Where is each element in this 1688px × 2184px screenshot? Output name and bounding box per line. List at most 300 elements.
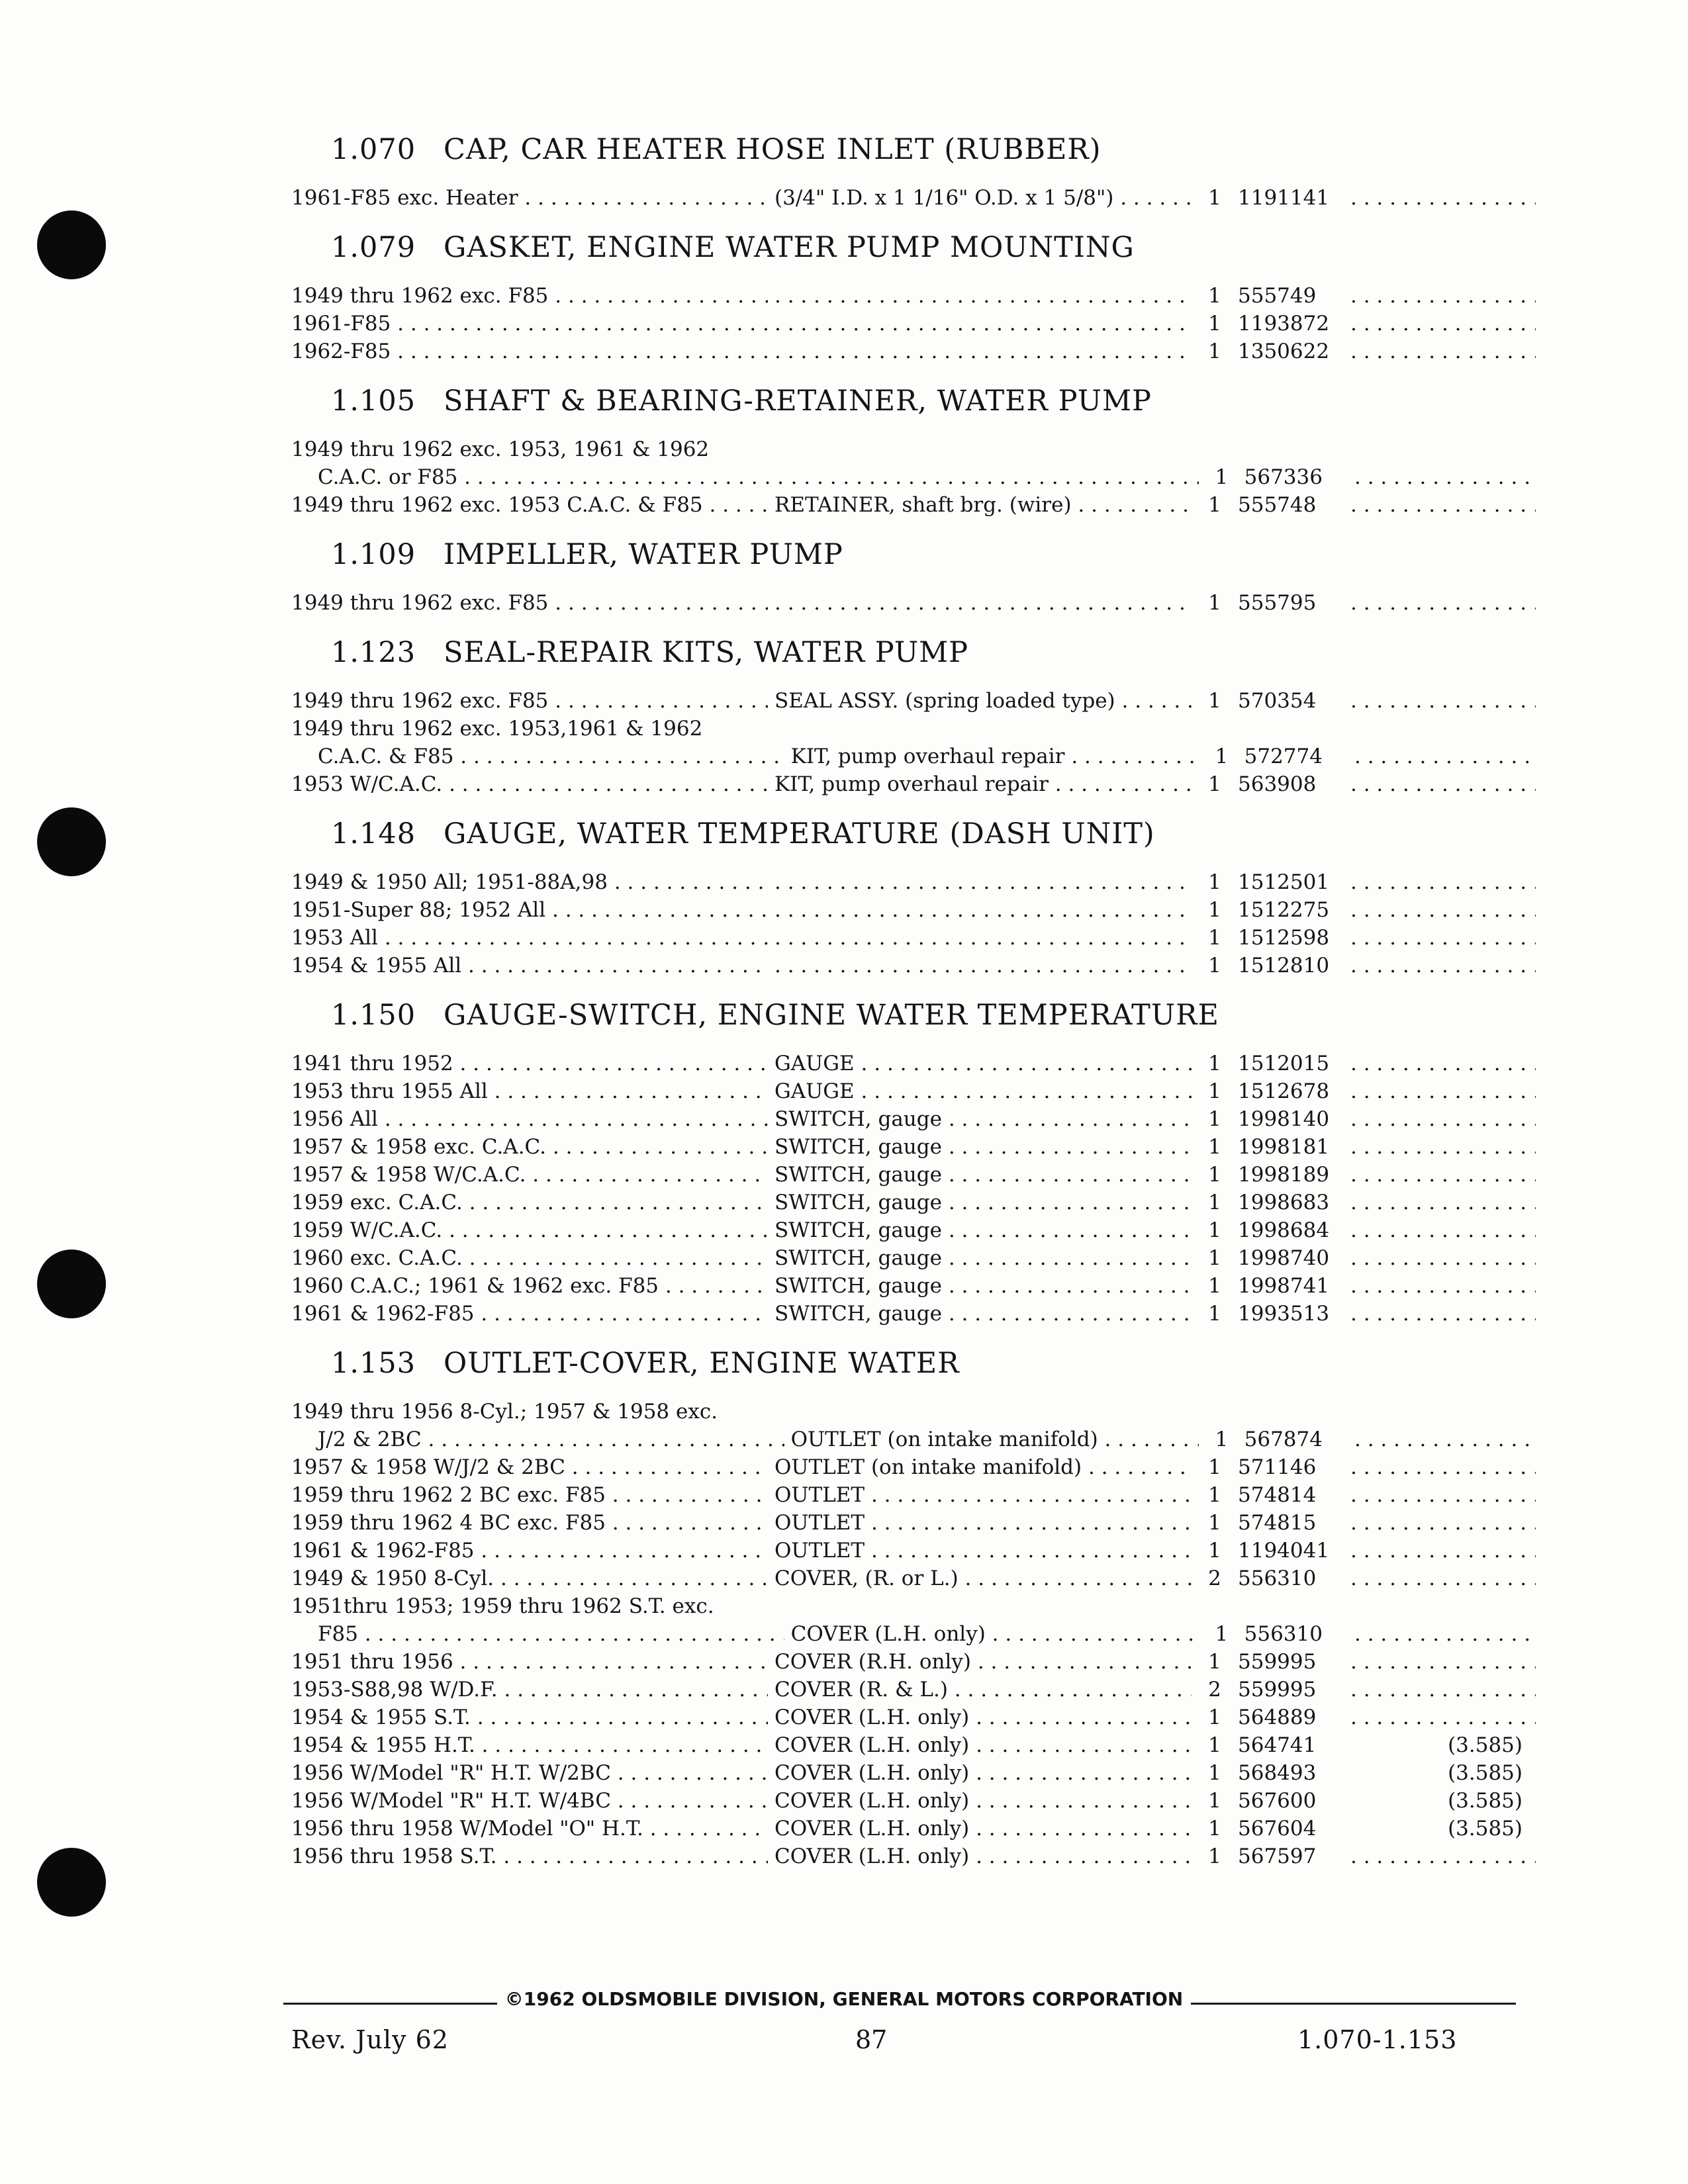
part-description xyxy=(768,435,1192,463)
part-text: SWITCH, gauge xyxy=(774,1246,942,1270)
cross-reference xyxy=(1350,1731,1536,1759)
cross-reference xyxy=(1350,1453,1536,1481)
quantity: 1 xyxy=(1215,745,1229,768)
part-text: COVER (L.H. only) xyxy=(774,1817,970,1841)
cross-reference xyxy=(1350,1161,1536,1189)
cross-reference xyxy=(1354,463,1536,491)
part-number: 559995 xyxy=(1238,1678,1317,1702)
quantity: 1 xyxy=(1208,340,1221,363)
model-application xyxy=(291,1759,768,1787)
cross-reference xyxy=(1350,1050,1536,1077)
cross-reference xyxy=(1350,1843,1536,1870)
parts-row xyxy=(291,589,1536,617)
section-number: 1.123 xyxy=(331,636,416,669)
part-description xyxy=(768,1453,1192,1481)
part-number: 1193872 xyxy=(1238,312,1330,336)
quantity: 1 xyxy=(1215,1428,1229,1451)
cross-reference xyxy=(1350,952,1536,979)
part-number: 567604 xyxy=(1238,1817,1317,1841)
model-application xyxy=(291,1426,784,1453)
model-application xyxy=(291,1189,768,1216)
model-application xyxy=(291,1453,768,1481)
cross-reference xyxy=(1350,1216,1536,1244)
section-heading xyxy=(291,224,1536,271)
page-number: 87 xyxy=(855,2025,888,2054)
quantity xyxy=(1192,435,1238,463)
part-description xyxy=(768,1481,1192,1509)
model-text: 1961-F85 xyxy=(291,312,391,336)
binder-hole-2 xyxy=(37,807,106,876)
part-description xyxy=(768,1759,1192,1787)
part-text: OUTLET xyxy=(774,1511,865,1535)
part-text: KIT, pump overhaul repair xyxy=(774,772,1049,796)
part-number: 559995 xyxy=(1238,1650,1317,1674)
part-description xyxy=(784,743,1199,770)
model-text: 1949 thru 1962 exc. F85 xyxy=(291,284,549,308)
part-number: 1512015 xyxy=(1238,1052,1330,1075)
model-text: 1956 thru 1958 S.T. xyxy=(291,1844,497,1868)
section-title: GASKET, ENGINE WATER PUMP MOUNTING xyxy=(444,231,1135,264)
model-text: 1941 thru 1952 xyxy=(291,1052,453,1075)
model-application xyxy=(291,1161,768,1189)
part-description xyxy=(768,896,1192,924)
part-number: 1998683 xyxy=(1238,1191,1330,1214)
cross-reference xyxy=(1350,770,1536,798)
quantity: 1 xyxy=(1208,689,1221,713)
parts-row xyxy=(291,1759,1536,1787)
parts-row xyxy=(291,1050,1536,1077)
quantity: 1 xyxy=(1208,1455,1221,1479)
section-1-109 xyxy=(291,531,1536,617)
parts-row xyxy=(291,1565,1536,1592)
section-number: 1.070 xyxy=(331,133,416,166)
part-text: SWITCH, gauge xyxy=(774,1274,942,1298)
parts-row xyxy=(291,1189,1536,1216)
part-description xyxy=(768,1133,1192,1161)
model-application xyxy=(291,1300,768,1328)
cross-reference xyxy=(1350,1398,1536,1426)
part-number: 567336 xyxy=(1244,465,1323,489)
section-heading xyxy=(291,126,1536,173)
quantity: 1 xyxy=(1208,772,1221,796)
quantity: 1 xyxy=(1208,1135,1221,1159)
part-description xyxy=(768,1105,1192,1133)
model-text: 1954 & 1955 H.T. xyxy=(291,1733,475,1757)
model-text: 1956 W/Model "R" H.T. W/4BC xyxy=(291,1789,611,1813)
part-description xyxy=(768,1787,1192,1815)
model-text: 1951 thru 1956 xyxy=(291,1650,453,1674)
model-application xyxy=(291,952,768,979)
quantity: 1 xyxy=(1208,1218,1221,1242)
parts-row xyxy=(291,743,1536,770)
model-text: 1949 thru 1962 exc. F85 xyxy=(291,591,549,615)
quantity: 1 xyxy=(1208,954,1221,978)
section-range: 1.070-1.153 xyxy=(1297,2025,1458,2054)
parts-row xyxy=(291,1077,1536,1105)
part-number xyxy=(1238,715,1350,743)
quantity: 1 xyxy=(1208,1274,1221,1298)
part-text: COVER, (R. or L.) xyxy=(774,1567,959,1590)
model-text: 1959 thru 1962 2 BC exc. F85 xyxy=(291,1483,606,1507)
part-text: OUTLET (on intake manifold) xyxy=(774,1455,1082,1479)
parts-row xyxy=(291,1300,1536,1328)
parts-row xyxy=(291,435,1536,463)
parts-row xyxy=(291,1815,1536,1843)
parts-row xyxy=(291,1704,1536,1731)
model-text: 1962-F85 xyxy=(291,340,391,363)
cross-reference xyxy=(1350,1105,1536,1133)
part-number: 564889 xyxy=(1238,1706,1317,1729)
part-text: SWITCH, gauge xyxy=(774,1191,942,1214)
model-text: 1953-S88,98 W/D.F. xyxy=(291,1678,498,1702)
quantity: 1 xyxy=(1208,1511,1221,1535)
part-description xyxy=(768,1300,1192,1328)
model-application xyxy=(291,1565,768,1592)
model-application xyxy=(291,1050,768,1077)
part-number: 556310 xyxy=(1244,1622,1323,1646)
part-number: 1998684 xyxy=(1238,1218,1330,1242)
section-number: 1.105 xyxy=(331,385,416,418)
section-title: IMPELLER, WATER PUMP xyxy=(444,538,843,571)
part-number: 1993513 xyxy=(1238,1302,1330,1326)
quantity: 1 xyxy=(1208,926,1221,950)
part-text: COVER (L.H. only) xyxy=(774,1733,970,1757)
section-title: OUTLET-COVER, ENGINE WATER xyxy=(444,1347,960,1380)
part-number: 571146 xyxy=(1238,1455,1317,1479)
model-text: F85 xyxy=(318,1622,358,1646)
model-text: 1951-Super 88; 1952 All xyxy=(291,898,546,922)
parts-row xyxy=(291,184,1536,212)
model-application xyxy=(291,1648,768,1676)
model-text: 1949 thru 1956 8-Cyl.; 1957 & 1958 exc. xyxy=(291,1400,718,1424)
part-number: 1512275 xyxy=(1238,898,1330,922)
cross-reference xyxy=(1350,589,1536,617)
quantity xyxy=(1192,1398,1238,1426)
model-text: 1954 & 1955 All xyxy=(291,954,462,978)
part-number: 572774 xyxy=(1244,745,1323,768)
quantity: 1 xyxy=(1208,1107,1221,1131)
part-description xyxy=(768,1843,1192,1870)
part-description xyxy=(768,1648,1192,1676)
binder-hole-4 xyxy=(37,1848,106,1917)
part-number: 555749 xyxy=(1238,284,1317,308)
part-number: 567597 xyxy=(1238,1844,1317,1868)
section-title: SHAFT & BEARING-RETAINER, WATER PUMP xyxy=(444,385,1152,418)
parts-row xyxy=(291,1161,1536,1189)
part-text: SWITCH, gauge xyxy=(774,1135,942,1159)
model-text: 1956 W/Model "R" H.T. W/2BC xyxy=(291,1761,611,1785)
part-description xyxy=(768,282,1192,310)
section-1-070 xyxy=(291,126,1536,212)
cross-reference-text: (3.585) xyxy=(1448,1789,1523,1813)
cross-reference xyxy=(1350,1189,1536,1216)
model-text: 1959 W/C.A.C. xyxy=(291,1218,443,1242)
model-application xyxy=(291,924,768,952)
parts-row xyxy=(291,1787,1536,1815)
quantity: 2 xyxy=(1208,1678,1221,1702)
section-title: CAP, CAR HEATER HOSE INLET (RUBBER) xyxy=(444,133,1102,166)
cross-reference xyxy=(1350,896,1536,924)
section-number: 1.079 xyxy=(331,231,416,264)
model-text: 1961 & 1962-F85 xyxy=(291,1539,475,1563)
cross-reference xyxy=(1350,1509,1536,1537)
parts-row xyxy=(291,1272,1536,1300)
cross-reference-text: (3.585) xyxy=(1448,1761,1523,1785)
model-application xyxy=(291,282,768,310)
cross-reference xyxy=(1350,1481,1536,1509)
cross-reference xyxy=(1350,1077,1536,1105)
section-1-105 xyxy=(291,377,1536,519)
parts-row xyxy=(291,1592,1536,1620)
parts-row xyxy=(291,282,1536,310)
cross-reference xyxy=(1350,1815,1536,1843)
part-number: 1191141 xyxy=(1238,186,1330,210)
quantity xyxy=(1192,1592,1238,1620)
part-number: 567874 xyxy=(1244,1428,1323,1451)
part-number: 1512598 xyxy=(1238,926,1330,950)
cross-reference xyxy=(1350,1759,1536,1787)
model-application xyxy=(291,1787,768,1815)
part-description xyxy=(768,1244,1192,1272)
quantity: 1 xyxy=(1208,1817,1221,1841)
part-number xyxy=(1238,1592,1350,1620)
model-application xyxy=(291,1676,768,1704)
model-text: 1953 All xyxy=(291,926,378,950)
quantity: 1 xyxy=(1208,1302,1221,1326)
model-text: 1960 exc. C.A.C. xyxy=(291,1246,463,1270)
quantity: 1 xyxy=(1215,465,1229,489)
part-number: 1512678 xyxy=(1238,1079,1330,1103)
cross-reference xyxy=(1350,1537,1536,1565)
part-description xyxy=(768,1272,1192,1300)
model-text: 1949 thru 1962 exc. 1953, 1961 & 1962 xyxy=(291,437,710,461)
section-title: SEAL-REPAIR KITS, WATER PUMP xyxy=(444,636,969,669)
part-description xyxy=(768,952,1192,979)
model-application xyxy=(291,743,784,770)
part-number xyxy=(1238,1398,1350,1426)
part-description xyxy=(784,463,1199,491)
quantity: 2 xyxy=(1208,1567,1221,1590)
parts-row xyxy=(291,896,1536,924)
cross-reference xyxy=(1350,687,1536,715)
cross-reference xyxy=(1350,1244,1536,1272)
part-text: COVER (L.H. only) xyxy=(774,1844,970,1868)
quantity: 1 xyxy=(1208,1539,1221,1563)
model-application xyxy=(291,687,768,715)
cross-reference xyxy=(1354,1426,1536,1453)
part-text: COVER (L.H. only) xyxy=(774,1761,970,1785)
part-description xyxy=(768,687,1192,715)
part-description xyxy=(768,338,1192,365)
section-1-153 xyxy=(291,1340,1536,1870)
section-1-079 xyxy=(291,224,1536,365)
cross-reference xyxy=(1350,924,1536,952)
section-1-148 xyxy=(291,810,1536,979)
cross-reference xyxy=(1350,1648,1536,1676)
model-text: 1951thru 1953; 1959 thru 1962 S.T. exc. xyxy=(291,1594,714,1618)
model-text: 1956 All xyxy=(291,1107,378,1131)
cross-reference xyxy=(1354,1620,1536,1648)
part-text: OUTLET xyxy=(774,1539,865,1563)
cross-reference xyxy=(1350,1787,1536,1815)
part-text: SWITCH, gauge xyxy=(774,1163,942,1187)
part-number: 1512810 xyxy=(1238,954,1330,978)
section-heading xyxy=(291,1340,1536,1387)
parts-row xyxy=(291,1216,1536,1244)
section-heading xyxy=(291,531,1536,578)
quantity: 1 xyxy=(1208,591,1221,615)
section-heading xyxy=(291,810,1536,858)
part-text: COVER (L.H. only) xyxy=(790,1622,986,1646)
model-application xyxy=(291,1272,768,1300)
model-application xyxy=(291,1704,768,1731)
part-description xyxy=(768,1731,1192,1759)
parts-row xyxy=(291,1244,1536,1272)
part-text: SEAL ASSY. (spring loaded type) xyxy=(774,689,1115,713)
quantity: 1 xyxy=(1208,1052,1221,1075)
part-number: 555748 xyxy=(1238,493,1317,517)
quantity: 1 xyxy=(1208,898,1221,922)
section-heading xyxy=(291,991,1536,1039)
cross-reference xyxy=(1350,1272,1536,1300)
quantity: 1 xyxy=(1208,1761,1221,1785)
model-text: 1949 thru 1962 exc. 1953,1961 & 1962 xyxy=(291,717,703,741)
model-application xyxy=(291,1133,768,1161)
model-text: 1957 & 1958 W/C.A.C. xyxy=(291,1163,526,1187)
parts-row xyxy=(291,1509,1536,1537)
parts-row xyxy=(291,491,1536,519)
part-description xyxy=(768,491,1192,519)
part-description xyxy=(768,1592,1192,1620)
model-application xyxy=(291,1481,768,1509)
part-number: 567600 xyxy=(1238,1789,1317,1813)
cross-reference xyxy=(1350,1300,1536,1328)
cross-reference xyxy=(1350,184,1536,212)
quantity: 1 xyxy=(1208,493,1221,517)
model-text: C.A.C. & F85 xyxy=(318,745,454,768)
parts-row xyxy=(291,687,1536,715)
part-description xyxy=(768,310,1192,338)
parts-row xyxy=(291,463,1536,491)
parts-row xyxy=(291,770,1536,798)
quantity: 1 xyxy=(1208,870,1221,894)
model-text: 1960 C.A.C.; 1961 & 1962 exc. F85 xyxy=(291,1274,659,1298)
part-description xyxy=(768,715,1192,743)
part-description xyxy=(768,1189,1192,1216)
section-heading xyxy=(291,629,1536,676)
model-application xyxy=(291,435,768,463)
parts-row xyxy=(291,1676,1536,1704)
part-description xyxy=(768,924,1192,952)
model-application xyxy=(291,338,768,365)
part-description xyxy=(768,868,1192,896)
parts-row xyxy=(291,1426,1536,1453)
model-application xyxy=(291,463,784,491)
copyright-notice xyxy=(0,1988,1688,2010)
part-description xyxy=(768,1077,1192,1105)
quantity: 1 xyxy=(1208,284,1221,308)
section-number: 1.150 xyxy=(331,999,416,1032)
section-number: 1.153 xyxy=(331,1347,416,1380)
model-text: 1953 thru 1955 All xyxy=(291,1079,488,1103)
part-text: GAUGE xyxy=(774,1079,855,1103)
part-number: 1350622 xyxy=(1238,340,1330,363)
model-application xyxy=(291,1105,768,1133)
model-application xyxy=(291,1216,768,1244)
cross-reference-text: (3.585) xyxy=(1448,1733,1523,1757)
section-number: 1.109 xyxy=(331,538,416,571)
quantity: 1 xyxy=(1208,1733,1221,1757)
parts-row xyxy=(291,924,1536,952)
part-number: 564741 xyxy=(1238,1733,1317,1757)
model-text: C.A.C. or F85 xyxy=(318,465,458,489)
parts-row xyxy=(291,310,1536,338)
binder-hole-3 xyxy=(37,1250,106,1318)
parts-row xyxy=(291,1537,1536,1565)
model-text: 1949 & 1950 8-Cyl. xyxy=(291,1567,494,1590)
copyright-text: ©1962 OLDSMOBILE DIVISION, GENERAL MOTORS CORPORATION xyxy=(497,1988,1191,2010)
part-text: (3/4" I.D. x 1 1/16" O.D. x 1 5/8") xyxy=(774,186,1114,210)
part-text: COVER (L.H. only) xyxy=(774,1706,970,1729)
part-number: 1194041 xyxy=(1238,1539,1330,1563)
part-text: SWITCH, gauge xyxy=(774,1302,942,1326)
parts-row xyxy=(291,1133,1536,1161)
parts-row xyxy=(291,1648,1536,1676)
part-description xyxy=(768,1815,1192,1843)
cross-reference xyxy=(1350,1592,1536,1620)
model-application xyxy=(291,1537,768,1565)
cross-reference-text: (3.585) xyxy=(1448,1817,1523,1841)
binder-hole-1 xyxy=(37,210,106,279)
parts-row xyxy=(291,1843,1536,1870)
section-1-123 xyxy=(291,629,1536,798)
quantity: 1 xyxy=(1208,312,1221,336)
section-1-150 xyxy=(291,991,1536,1328)
part-number: 568493 xyxy=(1238,1761,1317,1785)
quantity xyxy=(1192,715,1238,743)
cross-reference xyxy=(1350,868,1536,896)
model-text: 1959 exc. C.A.C. xyxy=(291,1191,463,1214)
model-application xyxy=(291,184,768,212)
model-text: 1949 thru 1962 exc. 1953 C.A.C. & F85 xyxy=(291,493,703,517)
model-application xyxy=(291,1620,784,1648)
model-application xyxy=(291,1815,768,1843)
quantity: 1 xyxy=(1208,1650,1221,1674)
parts-row xyxy=(291,1398,1536,1426)
part-text: SWITCH, gauge xyxy=(774,1107,942,1131)
model-application xyxy=(291,1731,768,1759)
model-text: 1949 thru 1962 exc. F85 xyxy=(291,689,549,713)
model-application xyxy=(291,896,768,924)
part-text: OUTLET xyxy=(774,1483,865,1507)
part-number: 1998741 xyxy=(1238,1274,1330,1298)
model-text: J/2 & 2BC xyxy=(318,1428,422,1451)
part-number xyxy=(1238,435,1350,463)
quantity: 1 xyxy=(1208,1844,1221,1868)
part-number: 555795 xyxy=(1238,591,1317,615)
cross-reference xyxy=(1350,282,1536,310)
part-text: SWITCH, gauge xyxy=(774,1218,942,1242)
cross-reference xyxy=(1350,338,1536,365)
model-application xyxy=(291,491,768,519)
part-number: 1998189 xyxy=(1238,1163,1330,1187)
quantity: 1 xyxy=(1208,1483,1221,1507)
quantity: 1 xyxy=(1208,1246,1221,1270)
parts-row xyxy=(291,338,1536,365)
cross-reference xyxy=(1350,435,1536,463)
model-application xyxy=(291,1077,768,1105)
part-text: KIT, pump overhaul repair xyxy=(790,745,1065,768)
